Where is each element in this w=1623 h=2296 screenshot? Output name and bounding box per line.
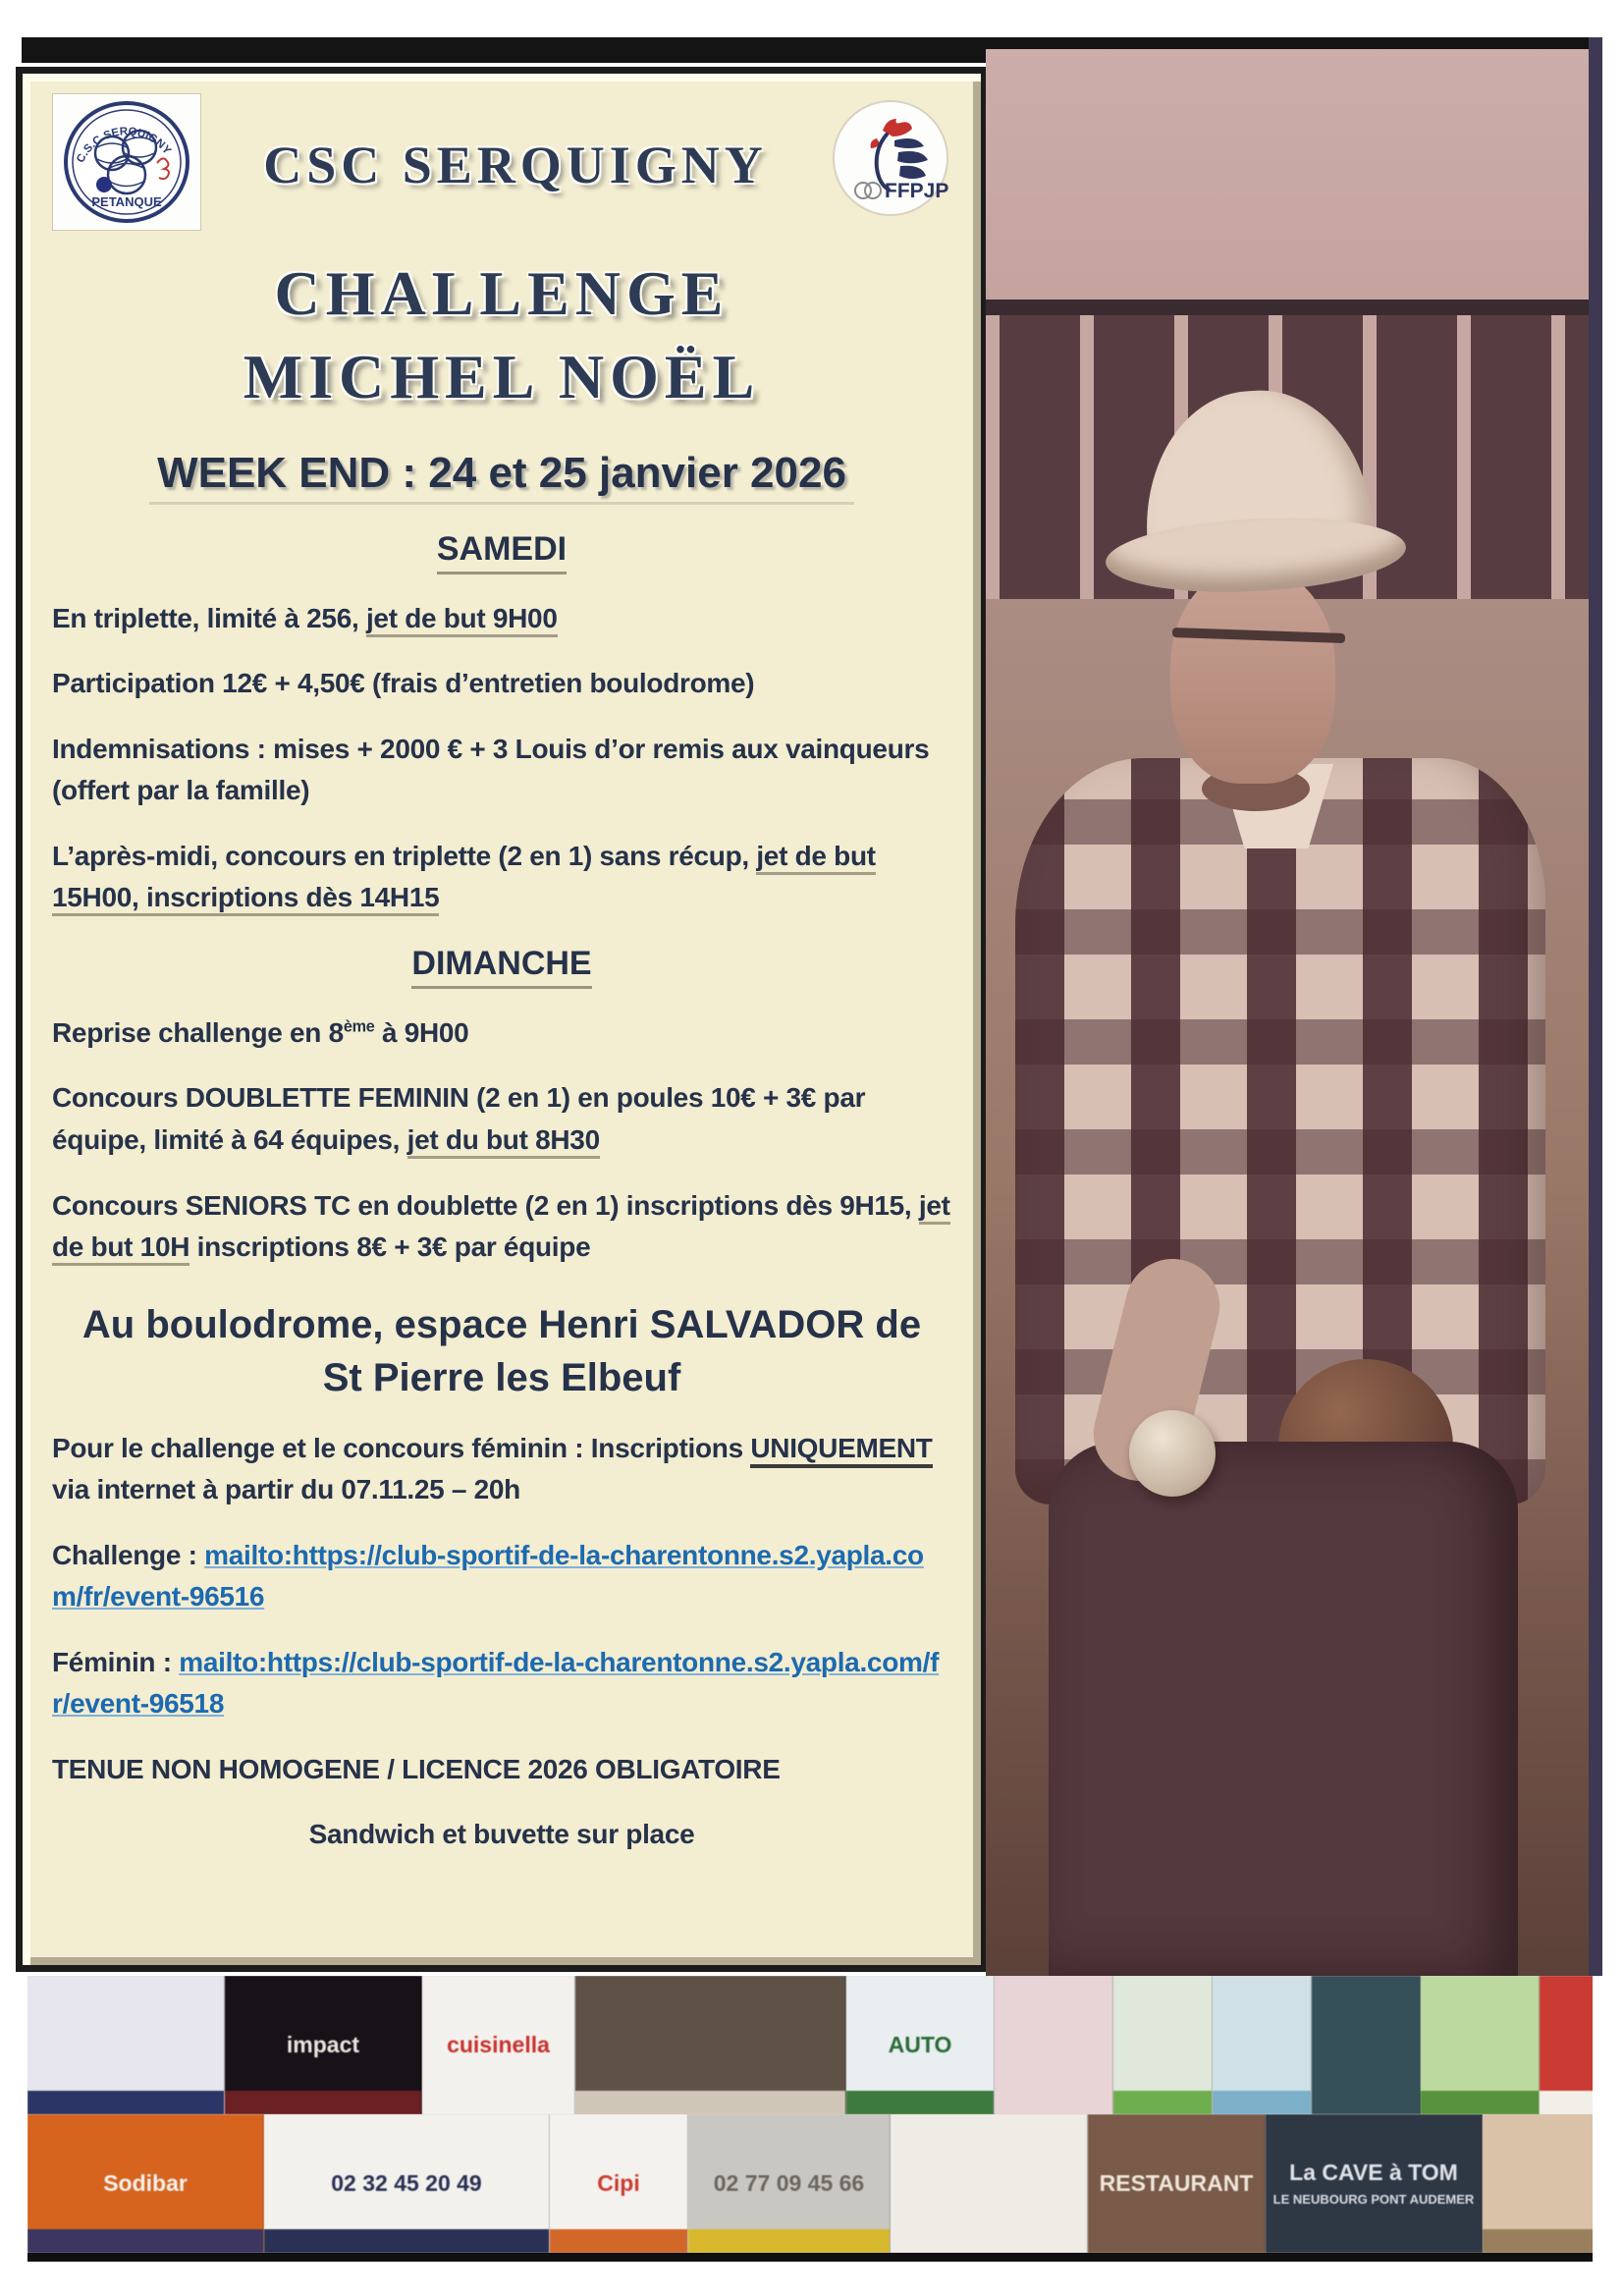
sponsor-row-bottom — [27, 2114, 1593, 2253]
petanque-ball — [1129, 1410, 1216, 1497]
heading-dimanche: DIMANCHE — [52, 945, 951, 989]
flyer-header — [52, 93, 951, 231]
sponsor-ad — [1266, 2114, 1483, 2253]
sponsor-ad — [1113, 1976, 1213, 2114]
sponsor-ad-band — [27, 2229, 263, 2253]
flyer-panel — [16, 67, 988, 1972]
sponsor-ad — [1088, 2114, 1266, 2253]
sponsor-ad-band — [1540, 2091, 1593, 2114]
ordinal-superscript: ème — [343, 1017, 375, 1036]
event-title-line2: MICHEL NOËL — [243, 341, 761, 411]
ffpjp-rooster-logo-icon — [830, 97, 951, 219]
challenge-registration-link[interactable]: mailto:https://club-sportif-de-la-charentonne.s2.yapla.com/fr/event-96516 — [52, 1539, 924, 1613]
ffpjp-logo-text: FFPJP — [885, 180, 949, 202]
sponsor-ad — [1421, 1976, 1540, 2114]
sponsor-ad — [891, 2114, 1088, 2253]
venue-line2: St Pierre les Elbeuf — [322, 1355, 681, 1399]
venue-line1: Au boulodrome, espace Henri SALVADOR de — [81, 1302, 922, 1346]
sponsor-strip — [27, 1976, 1593, 2262]
sponsor-ad-subtext: LE NEUBOURG PONT AUDEMER — [1272, 2191, 1475, 2207]
samedi-line-4: L’après-midi, concours en triplette (2 en 1) sans récup, jet de but 15H00, inscriptions dès 14H15 — [52, 836, 951, 919]
dimanche-line-3: Concours SENIORS TC en doublette (2 en 1) inscriptions dès 9H15, jet de but 10H inscriptions 8€ + 3€ par équipe — [52, 1185, 951, 1269]
heading-samedi: SAMEDI — [52, 530, 951, 574]
sponsor-ad-band — [1483, 2229, 1593, 2253]
sponsor-ad-band — [688, 2229, 890, 2253]
sponsor-ad-band — [225, 2091, 421, 2114]
feminin-registration-link[interactable]: mailto:https://club-sportif-de-la-charentonne.s2.yapla.com/fr/event-96518 — [52, 1646, 940, 1720]
event-date-line: WEEK END : 24 et 25 janvier 2026 — [52, 449, 951, 505]
photo-player — [1015, 373, 1545, 1976]
club-title: CSC SERQUIGNY — [263, 136, 768, 194]
photo-sky — [986, 49, 1591, 316]
sponsor-ad — [575, 1976, 846, 2114]
sponsor-ad — [1483, 2114, 1593, 2253]
sponsor-ad — [1540, 1976, 1593, 2114]
player-plaid-shirt — [1015, 758, 1545, 1504]
sponsor-ad-label: Cipi — [597, 2169, 640, 2196]
sponsor-ad-band — [846, 2091, 994, 2114]
player-pants — [1049, 1442, 1518, 1976]
sponsor-ad — [846, 1976, 995, 2114]
svg-text:C.S.C SERQUIGNY: C.S.C SERQUIGNY — [75, 126, 174, 165]
sponsor-ad-label: impact — [286, 2031, 360, 2057]
csc-serquigny-petanque-logo-icon — [52, 93, 201, 231]
challenge-link-label: Challenge : — [52, 1539, 205, 1570]
event-title-line1: CHALLENGE — [274, 258, 730, 328]
sponsor-ad — [264, 2114, 550, 2253]
sponsor-ad — [1213, 1976, 1312, 2114]
sponsor-ad — [27, 1976, 225, 2114]
samedi-line-3: Indemnisations : mises + 2000 € + 3 Louis d’or remis aux vainqueurs (offert par la famille) — [52, 733, 930, 806]
sponsor-ad — [550, 2114, 688, 2253]
sponsor-row-top — [27, 1976, 1593, 2114]
player-face — [1170, 568, 1335, 784]
food-line: Sandwich et buvette sur place — [308, 1819, 695, 1850]
feminin-link-line — [52, 1642, 951, 1725]
sponsor-ad-label: 02 77 09 45 66 — [713, 2169, 865, 2196]
club-logo-petanque-text: PETANQUE — [91, 194, 162, 209]
sponsor-ad — [688, 2114, 891, 2253]
sponsor-ad-band — [1213, 2091, 1311, 2114]
sponsor-ad — [225, 1976, 422, 2114]
sponsor-ad — [422, 1976, 575, 2114]
underlined-text: jet de but 15H00, inscriptions dès 14H15 — [52, 841, 876, 917]
rules-line: TENUE NON HOMOGENE / LICENCE 2026 OBLIGATOIRE — [52, 1753, 781, 1784]
feminin-link-label: Féminin : — [52, 1646, 180, 1677]
sponsor-ad-label: 02 32 45 20 49 — [331, 2169, 482, 2196]
venue-heading — [52, 1298, 951, 1404]
vintage-petanque-player-photo — [986, 49, 1591, 1976]
sponsor-ad-band — [27, 2091, 224, 2114]
right-edge-strip — [1589, 37, 1602, 1976]
sponsor-ad-label: cuisinella — [447, 2031, 550, 2057]
sponsor-ad-band — [1421, 2091, 1539, 2114]
sponsor-ad — [995, 1976, 1113, 2114]
dimanche-line-1: Reprise challenge en 8ème à 9H00 — [52, 1016, 469, 1048]
samedi-line-2: Participation 12€ + 4,50€ (frais d’entretien boulodrome) — [52, 668, 755, 699]
underlined-text: UNIQUEMENT — [750, 1433, 932, 1468]
dimanche-line-2: Concours DOUBLETTE FEMININ (2 en 1) en poules 10€ + 3€ par équipe, limité à 64 équipes, jet du but 8H30 — [52, 1077, 951, 1161]
sponsor-ad-band — [550, 2229, 687, 2253]
underlined-text: jet de but 9H00 — [366, 603, 558, 637]
samedi-line-1: En triplette, limité à 256, jet de but 9H00 — [52, 598, 951, 640]
sponsor-ad-band — [575, 2091, 845, 2114]
underlined-text: jet du but 8H30 — [407, 1124, 600, 1159]
sponsor-ad-label: Sodibar — [103, 2169, 188, 2196]
sponsor-ad-band — [264, 2229, 549, 2253]
underlined-text: jet de but 10H — [52, 1190, 950, 1267]
sponsor-ad-label: La CAVE à TOM — [1289, 2159, 1458, 2186]
sponsor-ad — [27, 2114, 264, 2253]
registration-intro: Pour le challenge et le concours féminin : Inscriptions UNIQUEMENT via internet à partir du 07.11.25 – 20h — [52, 1432, 933, 1505]
challenge-link-line — [52, 1535, 951, 1618]
sponsor-ad-band — [1113, 2091, 1212, 2114]
sponsor-ad-label: RESTAURANT — [1099, 2169, 1254, 2196]
sponsor-ad-label: AUTO — [888, 2031, 952, 2057]
sponsor-ad — [1312, 1976, 1421, 2114]
